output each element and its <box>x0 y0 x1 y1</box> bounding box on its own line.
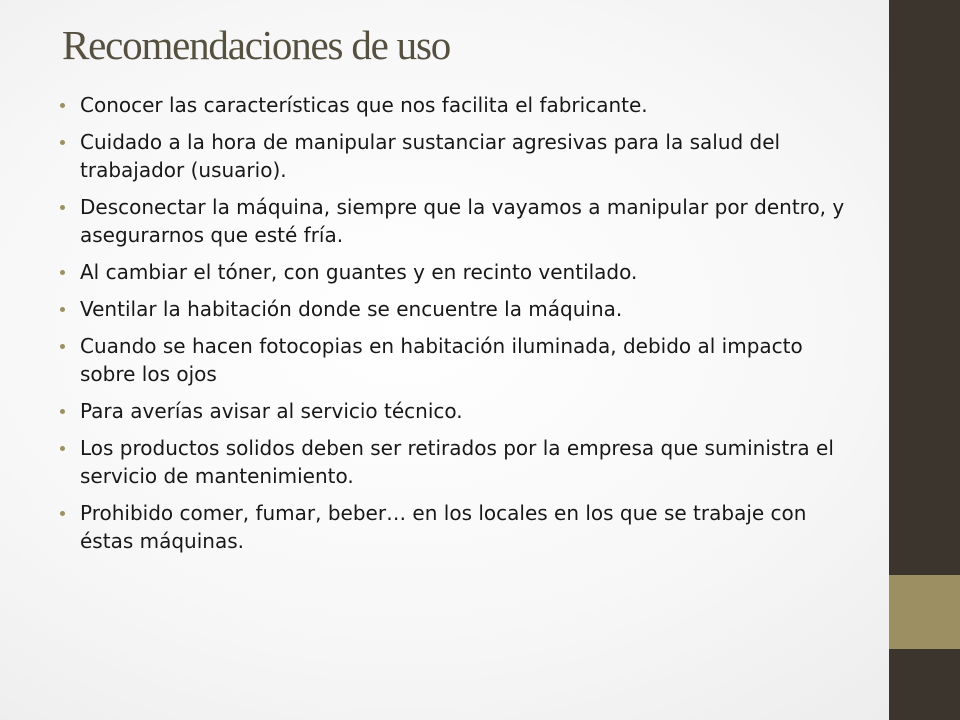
bullet-text: Cuando se hacen fotocopias en habitación iluminada, debido al impacto sobre los ojos <box>80 334 803 386</box>
bullet-text: Los productos solidos deben ser retirados por la empresa que suministra el servicio de mantenimiento. <box>80 436 834 488</box>
bullet-item <box>60 332 850 388</box>
bullet-item <box>60 397 850 425</box>
bullet-dot-icon <box>60 140 65 145</box>
bullet-list <box>60 91 850 564</box>
bullet-text: Desconectar la máquina, siempre que la vayamos a manipular por dentro, y asegurarnos que esté fría. <box>80 195 845 247</box>
bullet-dot-icon <box>60 409 65 414</box>
bullet-item <box>60 258 850 286</box>
bullet-dot-icon <box>60 103 65 108</box>
bullet-text: Conocer las características que nos facilita el fabricante. <box>80 93 648 117</box>
bullet-item <box>60 295 850 323</box>
bullet-item <box>60 193 850 249</box>
bullet-text: Para averías avisar al servicio técnico. <box>80 399 463 423</box>
bullet-dot-icon <box>60 511 65 516</box>
bullet-dot-icon <box>60 344 65 349</box>
bullet-dot-icon <box>60 270 65 275</box>
bullet-item <box>60 91 850 119</box>
bullet-item <box>60 128 850 184</box>
bullet-dot-icon <box>60 307 65 312</box>
side-accent-block <box>889 575 960 649</box>
bullet-item <box>60 499 850 555</box>
bullet-item <box>60 434 850 490</box>
bullet-text: Ventilar la habitación donde se encuentre la máquina. <box>80 297 623 321</box>
bullet-text: Prohibido comer, fumar, beber… en los locales en los que se trabaje con éstas máquinas. <box>80 501 807 553</box>
bullet-text: Al cambiar el tóner, con guantes y en recinto ventilado. <box>80 260 638 284</box>
bullet-dot-icon <box>60 205 65 210</box>
bullet-text: Cuidado a la hora de manipular sustanciar agresivas para la salud del trabajador (usuario). <box>80 130 781 182</box>
slide-title: Recomendaciones de uso <box>62 22 451 68</box>
bullet-dot-icon <box>60 446 65 451</box>
